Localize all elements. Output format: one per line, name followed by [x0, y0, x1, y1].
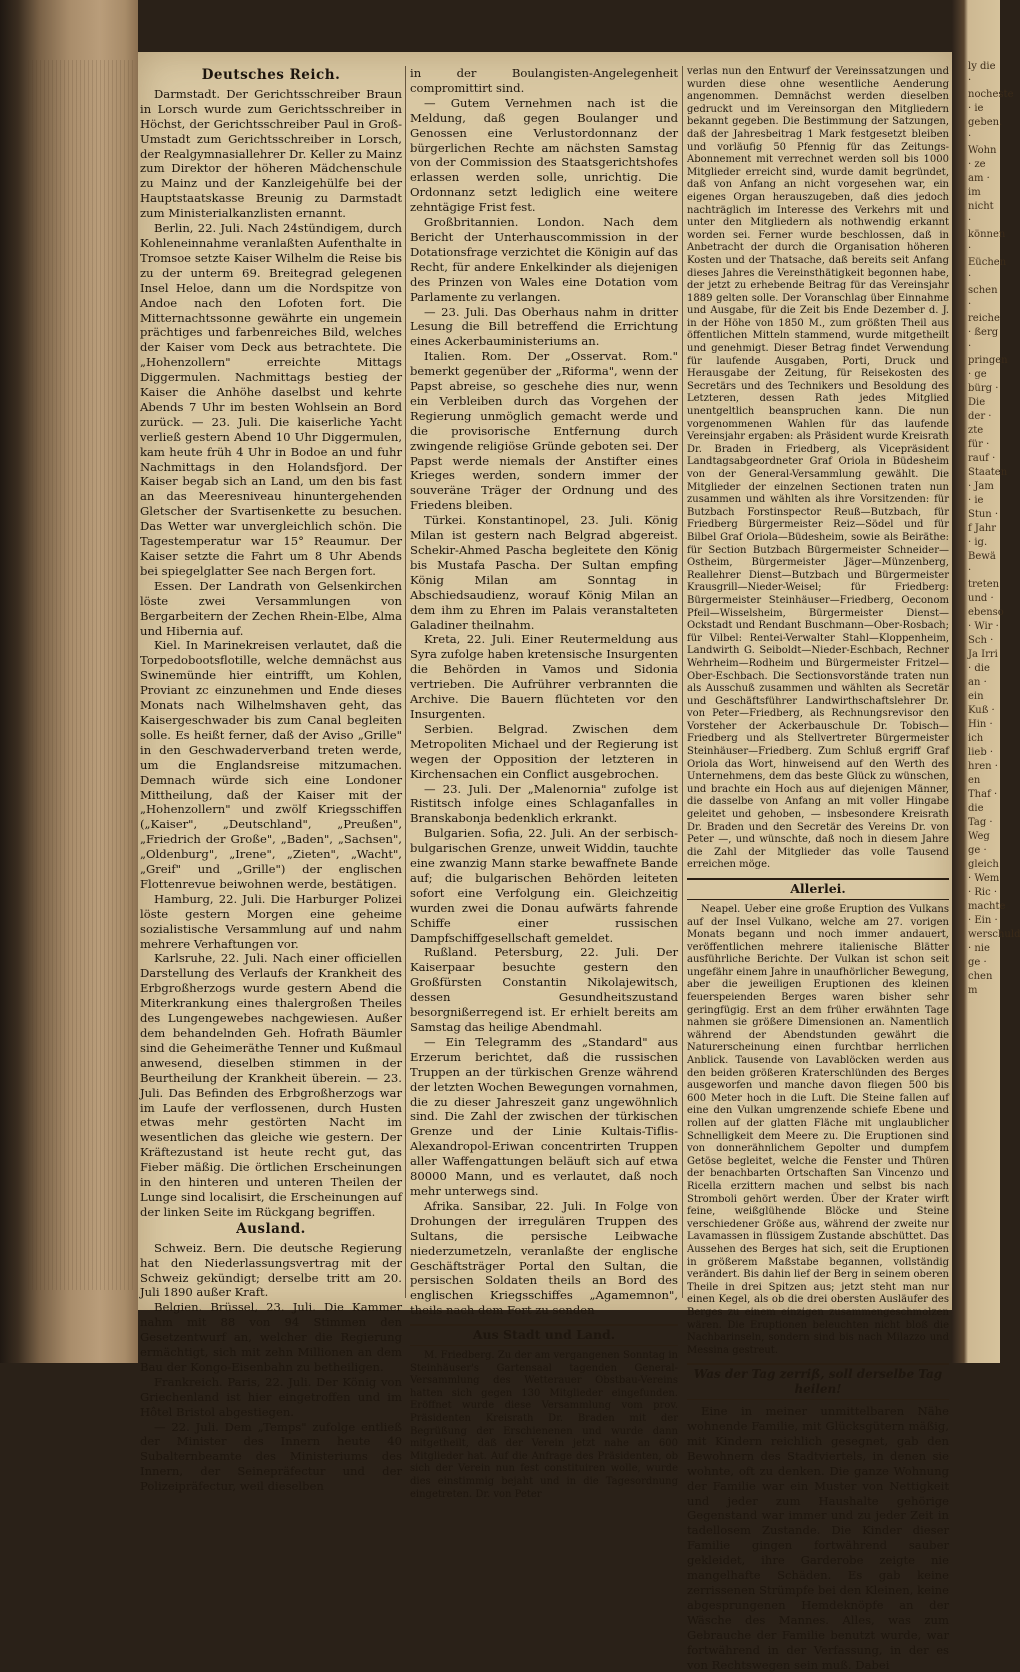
article-hamburg: Hamburg, 22. Juli. Die Harburger Polizei löste gestern Morgen eine geheime sozialistische Versammlung auf und nahm mehrere Verhaftungen vor. — [140, 891, 402, 951]
article-karlsruhe: Karlsruhe, 22. Juli. Nach einer officiellen Darstellung des Verlaufs der Krankheit des Erbgroßherzogs wurde gestern Abend die Miterkrankung eines thalergroßen Theiles des Lungengewebes nachgewiesen. Außer dem behandelnden Geh. Hofrath Bäumler sind die Geheimeräthe Tenner und Kußmaul anwesend, dieselben stimmen in der Beurtheilung der Krankheit überein. — 23. Juli. Das Befinden des Erbgroßherzogs war im Laufe der verflossenen, durch Husten etwas mehr gestörten Nacht im wesentlichen das gleiche wie gestern. Der Kräftezustand ist heute recht gut, das Fieber mäßig. Die örtlichen Erscheinungen in den hinteren und unteren Theilen der Lunge sind localisirt, die Erscheinungen auf der linken Seite im Rückgang begriffen. — [140, 951, 402, 1219]
article-serbien: Serbien. Belgrad. Zwischen dem Metropoliten Michael und der Regierung ist wegen der Opposition der letzteren in Kirchensachen ein Conflict ausgebrochen. — [410, 721, 678, 781]
article-heading-tag: Was der Tag zerriß, soll derselbe Tag heilen! — [687, 1363, 949, 1400]
book-spine — [0, 0, 138, 1363]
column-rule — [682, 66, 683, 1298]
article-kiel: Kiel. In Marinekreisen verlautet, daß die Torpedobootsflotille, welche demnächst aus Swinemünde hier eintrifft, um Kohlen, Proviant zc einzunehmen und Ende dieses Monats nach Wilhelmshaven geht, das Kaisergeschwader bis zum Canal begleiten solle. Es heißt ferner, daß der Aviso „Grille" in den Geschwaderverband treten werde, um die Englandsreise mitzumachen. Demnach würde sich eine Londoner Mittheilung, daß der Kaiser mit der „Hohenzollern" und zwölf Kriegsschiffen („Kaiser", „Deutschland", „Preußen", „Friedrich der Große", „Baden", „Sachsen", „Oldenburg", „Irene", „Zieten", „Wacht", „Greif" und „Grille") der englischen Flottenrevue beiwohnen werde, bestätigen. — [140, 638, 402, 891]
column-rule — [405, 66, 406, 1298]
article-tuerkei: Türkei. Konstantinopel, 23. Juli. König Milan ist gestern nach Belgrad abgereist. Schekir-Ahmed Pascha begleitete den König bis Mustafa Pascha. Der Sultan empfing König Milan am Sonntag in Abschiedsaudienz, worauf König Milan an dem ihm zu Ehren im Palais veranstalteten Galadiner theilnahm. — [410, 513, 678, 632]
article-ristitsch: — 23. Juli. Der „Malenornia" zufolge ist Ristitsch infolge eines Schlaganfalles in Branskabonja bedenklich erkrankt. — [410, 781, 678, 826]
column-3 — [687, 66, 950, 1672]
column-2 — [410, 66, 678, 1500]
article-russland: Rußland. Petersburg, 22. Juli. Der Kaiserpaar besuchte gestern den Großfürsten Constantin Nikolajewitsch, dessen Gesundheitszustand besorgnißerregend ist. Er erhielt bereits am Samstag das heilige Abendmahl. — [410, 945, 678, 1034]
article-grossbritannien: Großbritannien. London. Nach dem Bericht der Unterhauscommission in der Dotationsfrage verzichtet die Königin auf das Recht, für andere Enkelkinder als diejenigen des Prinzen von Wales eine Dotation vom Parlamente zu verlangen. — [410, 215, 678, 304]
article-afrika: Afrika. Sansibar, 22. Juli. In Folge von Drohungen der irregulären Truppen des Sultans, die persische Leibwache niederzumetzeln, veranlaßte der englische Geschäftsträger Portal den Sultan, die persischen Soldaten theils an Bord des englischen Kriegsschiffes „Agamemnon", theils nach dem Fort zu senden — [410, 1198, 678, 1318]
article-essen: Essen. Der Landrath von Gelsenkirchen löste zwei Versammlungen von Bergarbeitern der Zechen Rhein-Elbe, Alma und Hibernia auf. — [140, 578, 402, 638]
section-heading-ausland: Ausland. — [236, 1220, 306, 1237]
article-bulgarien: Bulgarien. Sofia, 22. Juli. An der serbisch-bulgarischen Grenze, unweit Widdin, tauchte eine zwanzig Mann starke bewaffnete Bande auf; die bulgarischen Behörden leiteten sofort eine Verfolgung ein. Gleichzeitig wurden zwei die Donau aufwärts fahrende Schiffe einer russischen Dampfschiffgesellschaft gemeldet. — [410, 826, 678, 945]
article-kreta: Kreta, 22. Juli. Einer Reutermeldung aus Syra zufolge haben kretensische Insurgenten die Behörden in Vamos und Sidonia vertrieben. Die Aufrührer verbrannten die Archive. Die Bauern flüchteten vor den Insurgenten. — [410, 632, 678, 721]
column-1 — [140, 66, 402, 1494]
next-page-fragments: ly die · nocheste · ie geben. · Wohn · ze am · im nicht · können · Eüchen · schen · reiche · ßerg · pringen · ge bürg · Die der · zte für · rauf · Staaten · Jam · ie Stun · f Jahr · ig. Bewä · treten und · ebenso · Wir · Sch · Ja Irri · die an · ein Kuß · Hin · ich lieb · hren · en Thaf · die Tag · Weg ge · gleich · Wem · Ric · machte · Ein · werschuld · nie ge · chen m — [968, 61, 1020, 996]
article-friedberg: M. Friedberg. Zu der am vergangenen Sonntag in Steinhäuser's Gartensaal tagenden General-Versammlung des Wetterauer Obstbau-Vereins hatten sich gegen 130 Mitglieder eingefunden. Eröffnet wurde diese Versammlung vom prov. Präsidenten Kreisrath Dr. Braden mit der Begrüßung der Erschienenen und wurde dann mitgetheilt, daß der Verein jetzt nahe an 600 Mitglieder hat. Auf die Anfrage des Präsidenten, ob sich der Verein nun fest constituiren wolle, wurde dies einstimmig bejaht und in die Tagesordnung eingetreten. Dr. von Peter — [410, 1350, 678, 1500]
page-edges — [28, 60, 136, 1290]
section-heading-deutsches-reich: Deutsches Reich. — [201, 67, 341, 83]
article-frankreich: Frankreich. Paris, 22. Juli. Der König von Griechenland ist hier eingetroffen und im Hôtel Bristol abgestiegen. — [140, 1374, 402, 1419]
article-berlin: Berlin, 22. Juli. Nach 24stündigem, durch Kohleneinnahme veranlaßten Aufenthalte in Tromsoe setzte Kaiser Wilhelm die Reise bis zu der unterm 69. Breitegrad gelegenen Insel Heloe, dann um die Nordspitze von Andoe nach den Lofoten fort. Die Mitternachtssonne gewährte ein ungemein prächtiges und farbenreiches Bild, welches der Kaiser vom Deck aus betrachtete. Die „Hohenzollern" erreichte Mittags Diggermulen. Nachmittags bestieg der Kaiser die Anhöhe daselbst und kehrte Abends 7 Uhr im besten Wohlsein an Bord zurück. — 23. Juli. Die kaiserliche Yacht verließ gestern Abend 10 Uhr Diggermulen, kam heute früh 4 Uhr in Bodoe an und fuhr Nachmittags in den Holandsfjord. Der Kaiser begab sich an Land, um den bis fast an das Meeresniveau hinuntergehenden Gletscher der Svartisenkette zu besuchen. Das Wetter war unvergleichlich schön. Die Tagestemperatur war 15° Reaumur. Der Kaiser setzte die Fahrt um 8 Uhr Abends bei spiegelglatter See nach Bergen fort. — [140, 221, 402, 578]
article-temps: — 22. Juli. Dem „Temps" zufolge entließ der Minister des Innern heute 40 Subalternbeamte des Ministeriums des Innern, der Seinepräfectur und der Polizeipräfectur, weil dieselben — [140, 1419, 402, 1494]
article-darmstadt: Darmstadt. Der Gerichtsschreiber Braun in Lorsch wurde zum Gerichtsschreiber in Höchst, der Gerichtsschreiber Paul in Groß-Umstadt zum Gerichtsschreiber in Lorsch, der Realgymnasiallehrer Dr. Keller zu Mainz zum Direktor der höheren Mädchenschule zu Mainz und der Kanzleigehülfe bei der Hauptstaatskasse Breunig zu Darmstadt zum Ministerialkanzlisten ernannt. — [140, 86, 402, 221]
article-boulanger: — Gutem Vernehmen nach ist die Meldung, daß gegen Boulanger und Genossen eine Verlustordonnanz der bürgerlichen Rechte am nächsten Samstag von der Commission des Staatsgerichtshofes erlassen werden solle, unrichtig. Die Ordonnanz setzt lediglich eine weitere zehntägige Frist fest. — [410, 95, 678, 215]
article-standard: — Ein Telegramm des „Standard" aus Erzerum berichtet, daß die russischen Truppen an der türkischen Grenze während der letzten Wochen Bewegungen vornahmen, die zu dieser Jahreszeit ganz ungewöhnlich sind. Die Zahl der zwischen der türkischen Grenze und der Linie Kultais-Tiflis-Alexandropol-Eriwan concentrirten Truppen aller Waffengattungen beläuft sich auf etwa 80000 Mann, und es verlautet, daß noch mehr unterwegs sind. — [410, 1034, 678, 1198]
article-familie: Eine in meiner unmittelbaren Nähe wohnende Familie, mit Glücksgütern mäßig, mit Kindern reichlich gesegnet, gab den Bewohnern des Stadtviertels, in denen sie wohnte, oft zu denken. Die ganze Wohnung der Familie war ein Muster von Nettigkeit und jeder zum Haushalte gehörige Gegenstand war immer und zu jeder Zeit in tadellosem Zustande. Die Kinder dieser Familie gingen fortwährend sauber gekleidet, ihre Garderobe zeigte nie mangelhafte Schäden. Es gab keine zerrissenen Strümpfe bei den Kleinen, keine abgesprungenen Hemdeknöpfe an der Wäsche des Mannes. Alles, was zum Gebrauche der Familie benutzt wurde, war fortwährend in der Verfassung, in der es von Rechtswegen sein muß. Dabei — [687, 1404, 950, 1672]
section-heading-allerlei: Allerlei. — [687, 878, 949, 900]
article-oberhaus: — 23. Juli. Das Oberhaus nahm in dritter Lesung die Bill betreffend die Errichtung eines Ackerbauministeriums an. — [410, 304, 678, 349]
article-schweiz: Schweiz. Bern. Die deutsche Regierung hat den Niederlassungsvertrag mit der Schweiz gekündigt; derselbe tritt am 20. Juli 1890 außer Kraft. — [140, 1240, 402, 1300]
article-italien: Italien. Rom. Der „Osservat. Rom." bemerkt gegenüber der „Riforma", wenn der Papst abreise, so geschehe dies nur, wenn ein Verbleiben durch das Vorgehen der Regierung unmöglich gemacht werde und die provisorische Entfernung durch zwingende religiöse Gründe geboten sei. Der Papst werde niemals der Anstifter eines Krieges werden, sondern immer der souveräne Träger der Ordnung und des Friedens bleiben. — [410, 349, 678, 513]
section-heading-aus-stadt-und-land: Aus Stadt und Land. — [410, 1324, 678, 1346]
article-continuation: in der Boulangisten-Angelegenheit compromittirt sind. — [410, 66, 678, 95]
article-neapel: Neapel. Ueber eine große Eruption des Vulkans auf der Insel Vulkano, welche am 27. vorigen Monats begann und noch immer andauert, veröffentlichen mehrere italienische Blätter ausführliche Berichte. Der Vulkan ist schon seit ungefähr einem Jahre in unaufhörlicher Bewegung, aber die jeweiligen Eruptionen des kleinen feuerspeienden Berges waren bisher sehr geringfügig. Erst an dem früher erwähnten Tage nahmen sie größere Dimensionen an. Namentlich während der Abendstunden gewährt die Naturerscheinung einen furchtbar herrlichen Anblick. Tausende von Lavablöcken werden aus den beiden größeren Kraterschlünden des Berges ausgeworfen und manche davon fliegen 500 bis 600 Meter hoch in die Luft. Die Steine fallen auf eine den Vulkan umgrenzende schiefe Ebene und rollen auf der glatten Fläche mit unglaublicher Schnelligkeit dem Meere zu. Die Eruptionen sind von donnerähnlichem Gepolter und dumpfem Getöse begleitet, welche die Fenster und Thüren der benachbarten Ortschaften San Vincenzo und Ricella erzittern machen und selbst bis nach Stromboli gehört werden. Über der Krater wirft feine, weißglühende Blöcke und Steine verschiedener Größe aus, während der zweite nur Lavamassen in flüssigem Zustande abschüttet. Das Aussehen des Berges hat sich, seit die Eruptionen in größerem Maßstabe begannen, vollständig verändert. Bis dahin lief der Berg in seinem oberen Theile in drei Spitzen aus; jetzt steht man nur einen Kegel, als ob die drei obersten Ausläufer des Berges zu einem einzigen zusammengeschmolzen wären. Die Eruptionen beleuchten nicht bloß die Nachbarinseln, sondern sind bis nach Milazzo und Messina gestreut. — [687, 903, 949, 1356]
article-friedberg-continued: verlas nun den Entwurf der Vereinssatzungen und wurden diese ohne wesentliche Aenderung angenommen. Demnächst werden dieselben gedruckt und im Vereinsorgan den Mitgliedern bekannt gegeben. Die Bestimmung der Satzungen, daß der Jahresbeitrag 1 Mark festgesetzt bleiben und vorläufig 50 Pfennig für das Zeitungs-Abonnement mit verrechnet werden soll bis 1000 Mitglieder erreicht sind, wurde damit begründet, daß von Anfang an nicht vorgesehen war, ein eigenes Organ herauszugeben, daß dies jedoch nachträglich im Interesse des Verkehrs mit und unter den Mitgliedern als nothwendig erkannt worden sei. Ferner wurde beschlossen, daß in Anbetracht der durch die Organisation höheren Kosten und der Thatsache, daß bereits seit Anfang dieses Jahres die Vereinsthätigkeit begonnen habe, der jetzt zu erhebende Beitrag für das Vereinsjahr 1889 gelten solle. Der Voranschlag über Einnahme und Ausgabe, für die Zeit bis Ende Dezember d. J. in der Höhe von 1850 M., zum größten Theil aus öffentlichen Mitteln stammend, wurde mitgetheilt und genehmigt. Dieser Betrag findet Verwendung für laufende Ausgaben, Porti, Druck und Herausgabe der Zeitung, für Reisekosten des Secretärs und des Technikers und Besoldung des Letzteren, dessen Rath jedes Mitglied unentgeltlich beanspruchen kann. Die nun vorgenommenen Wahlen für das laufende Vereinsjahr ergaben: als Präsident wurde Kreisrath Dr. Braden in Friedberg, als Vicepräsident Landtagsabgeordneter Graf Oriola in Büdesheim von der General-Versammlung gewählt. Die Mitglieder der einzelnen Sectionen traten nun zusammen und wählten als ihre Vorsitzenden: für Butzbach Forstinspector Reuß—Butzbach, für Friedberg Bürgermeister Reiz—Södel und für Bilbel Graf Oriola—Büdesheim, sowie als Beiräthe: für Section Butzbach Bürgermeister Schneider—Ostheim, Bürgermeister Jäger—Münzenberg, Reallehrer Dienst—Butzbach und Bürgermeister Krausgrill—Nieder-Weisel; für Friedberg: Bürgermeister Steinhäuser—Friedberg, Oeconom Pfeil—Wisselsheim, Bürgermeister Dienst—Ockstadt und Rendant Buschmann—Ober-Rosbach; für Vilbel: Rentei-Verwalter Stahl—Kloppenheim, Landwirth G. Seiboldt—Nieder-Eschbach, Rechner Wehrheim—Rodheim und Bürgermeister Fritzel—Ober-Eschbach. Die Sectionsvorstände traten nun als Ausschuß zusammen und wählten als Secretär und Geschäftsführer Landwirthschaftslehrer Dr. von Peter—Friedberg, als Rechnungsrevisor den Vorsteher der Ackerbauschule Dr. Tobisch—Friedberg und als Stellvertreter Bürgermeister Steinhäuser—Friedberg. Zum Schluß ergriff Graf Oriola das Wort, hinweisend auf den Werth des Unternehmens, dem das beste Glück zu wünschen, und brachte ein Hoch aus auf diejenigen Männer, die dasselbe von Anfang an mit voller Hingabe geleitet und gehoben, — insbesondere Kreisrath Dr. Braden und den Secretär des Vereins Dr. von Peter —, und wünschte, daß noch in diesem Jahre die Zahl der Mitglieder das volle Tausend erreichen möge. — [687, 66, 949, 871]
article-belgien: Belgien. Brüssel, 23. Juli. Die Kammer nahm mit 88 von 94 Stimmen den Gesetzentwurf an, welcher die Regierung ermächtigt, sich mit zehn Millionen an dem Bau der Kongo-Eisenbahn zu betheiligen. — [140, 1300, 402, 1374]
newspaper-page — [138, 52, 952, 1672]
